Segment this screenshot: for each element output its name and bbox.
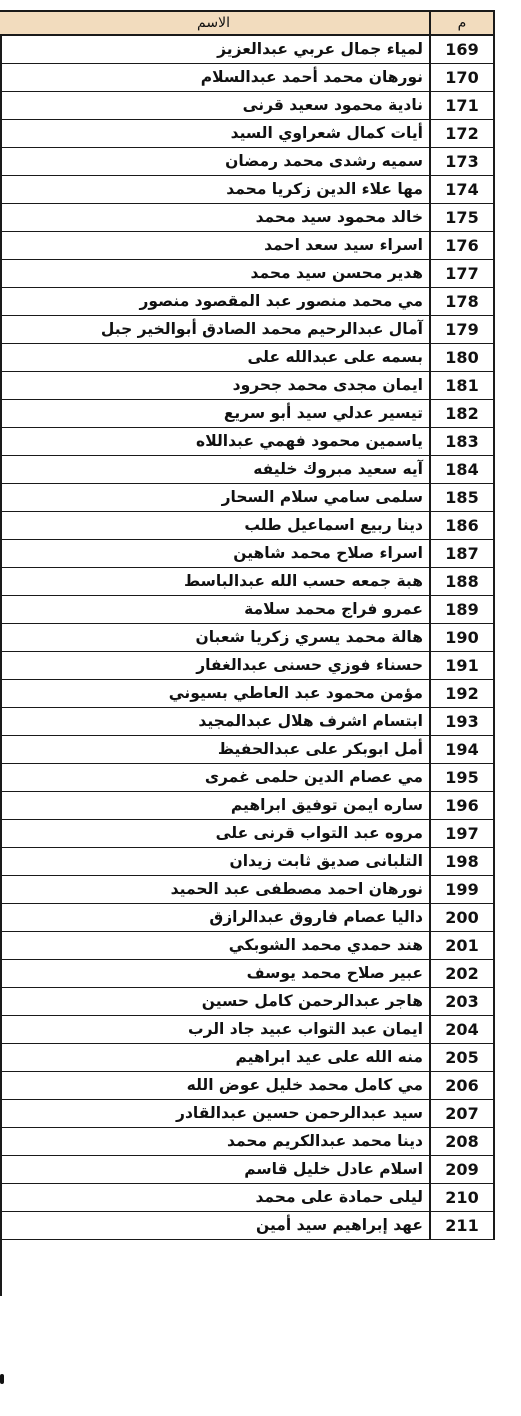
row-name: بسمه على عبدالله على [247,348,423,366]
row-number: 209 [429,1156,495,1183]
row-number: 176 [429,232,495,259]
row-number: 170 [429,64,495,91]
row-name: حسناء فوزي حسنى عبدالغفار [196,656,423,674]
row-number: 198 [429,848,495,875]
row-number: 192 [429,680,495,707]
row-name: دينا محمد عبدالكريم محمد [227,1132,423,1150]
row-name: مؤمن محمود عبد العاطي بسيوني [168,684,423,702]
row-name: اسراء سيد سعد احمد [264,236,423,254]
row-number: 190 [429,624,495,651]
table-row [0,736,495,764]
row-name: عمرو فراج محمد سلامة [244,600,423,618]
row-number: 211 [429,1212,495,1239]
row-name: عبير صلاح محمد يوسف [246,964,423,982]
row-name: ياسمين محمود فهمي عبداللاه [196,432,423,450]
table-row [0,596,495,624]
row-name: منه الله على عيد ابراهيم [235,1048,423,1066]
table-row [0,708,495,736]
table-row [0,36,495,64]
row-number: 172 [429,120,495,147]
table-row [0,484,495,512]
row-name: مي محمد منصور عبد المقصود منصور [139,292,423,310]
row-number: 173 [429,148,495,175]
row-name: ساره ايمن توفيق ابراهيم [230,796,423,814]
row-number: 189 [429,596,495,623]
row-name: خالد محمود سيد محمد [255,208,423,226]
table-row [0,1072,495,1100]
row-number: 184 [429,456,495,483]
row-name: نورهان احمد مصطفى عبد الحميد [170,880,423,898]
table-row [0,456,495,484]
row-name: نادية محمود سعيد قرنى [242,96,423,114]
header-number: م [429,12,495,34]
row-number: 197 [429,820,495,847]
row-name: هدير محسن سيد محمد [250,264,423,282]
row-name: هبة جمعه حسب الله عبدالباسط [184,572,423,590]
row-name: نورهان محمد أحمد عبدالسلام [200,68,423,86]
table-row [0,428,495,456]
row-name: دينا ربيع اسماعيل طلب [244,516,423,534]
row-name: ايمان مجدى محمد جحرود [232,376,423,394]
table-row [0,316,495,344]
table-row [0,680,495,708]
table-body [0,36,495,1240]
table-row [0,344,495,372]
table-row [0,1100,495,1128]
table-row [0,92,495,120]
row-name: هاجر عبدالرحمن كامل حسين [201,992,423,1010]
row-number: 195 [429,764,495,791]
row-name: مروه عبد التواب قرنى على [215,824,423,842]
table-row [0,1212,495,1240]
table-row [0,568,495,596]
table-header [0,10,495,36]
row-name: تيسير عدلي سيد أبو سريع [223,404,423,422]
row-number: 201 [429,932,495,959]
row-number: 171 [429,92,495,119]
row-number: 204 [429,1016,495,1043]
row-number: 185 [429,484,495,511]
row-number: 210 [429,1184,495,1211]
row-number: 199 [429,876,495,903]
row-name: سلمى سامي سلام السحار [221,488,423,506]
row-name: اسراء صلاح محمد شاهين [233,544,423,562]
row-name: سيد عبدالرحمن حسين عبدالقادر [176,1104,423,1122]
table-row [0,988,495,1016]
table-row [0,764,495,792]
table-row [0,120,495,148]
row-number: 193 [429,708,495,735]
table-row [0,904,495,932]
row-name: اسلام عادل خليل قاسم [244,1160,423,1178]
table-row [0,652,495,680]
table-row [0,848,495,876]
row-name: التلبانى صديق ثابت زيدان [229,852,423,870]
table-row [0,1044,495,1072]
row-name: ايمان عبد التواب عبيد جاد الرب [188,1020,423,1038]
table-row [0,1156,495,1184]
table-row [0,1128,495,1156]
row-number: 174 [429,176,495,203]
row-number: 181 [429,372,495,399]
header-name: الاسم [197,15,230,31]
row-number: 179 [429,316,495,343]
row-number: 178 [429,288,495,315]
table-row [0,1184,495,1212]
row-number: 194 [429,736,495,763]
row-name: سميه رشدى محمد رمضان [225,152,423,170]
row-number: 206 [429,1072,495,1099]
row-number: 182 [429,400,495,427]
table-row [0,176,495,204]
row-number: 196 [429,792,495,819]
row-name: داليا عصام فاروق عبدالرازق [209,908,423,926]
row-number: 187 [429,540,495,567]
row-number: 175 [429,204,495,231]
table-row [0,232,495,260]
table-row [0,876,495,904]
row-name: مي عصام الدين حلمى غمرى [204,768,423,786]
row-number: 177 [429,260,495,287]
row-number: 200 [429,904,495,931]
row-name: ابتسام اشرف هلال عبدالمجيد [198,712,423,730]
row-name: هند حمدي محمد الشوبكي [228,936,423,954]
table-row [0,260,495,288]
table-row [0,204,495,232]
stray-mark [0,1374,4,1384]
table-row [0,624,495,652]
table-row [0,512,495,540]
row-number: 202 [429,960,495,987]
table-row [0,148,495,176]
row-number: 180 [429,344,495,371]
row-name: آيه سعيد مبروك خليفه [253,460,423,478]
row-name: ليلى حمادة على محمد [255,1188,423,1206]
row-name: عهد إبراهيم سيد أمين [256,1216,423,1234]
row-number: 186 [429,512,495,539]
table-row [0,288,495,316]
row-name: مها علاء الدين زكريا محمد [226,180,423,198]
row-number: 205 [429,1044,495,1071]
table-row [0,372,495,400]
row-number: 191 [429,652,495,679]
table-row [0,1016,495,1044]
row-number: 203 [429,988,495,1015]
row-number: 183 [429,428,495,455]
row-name: أيات كمال شعراوي السيد [230,124,423,142]
table-row [0,960,495,988]
row-name: أمل ابوبكر على عبدالحفيظ [217,740,423,758]
row-name: مي كامل محمد خليل عوض الله [186,1076,423,1094]
row-name: هالة محمد يسري زكريا شعبان [195,628,423,646]
row-number: 208 [429,1128,495,1155]
row-number: 169 [429,36,495,63]
table-row [0,400,495,428]
table-row [0,64,495,92]
row-number: 188 [429,568,495,595]
table-row [0,820,495,848]
row-number: 207 [429,1100,495,1127]
row-name: لمياء جمال عربي عبدالعزيز [217,40,423,58]
names-table [0,10,495,1240]
table-row [0,540,495,568]
table-row [0,792,495,820]
table-row [0,932,495,960]
row-name: آمال عبدالرحيم محمد الصادق أبوالخير جبل [100,320,423,338]
